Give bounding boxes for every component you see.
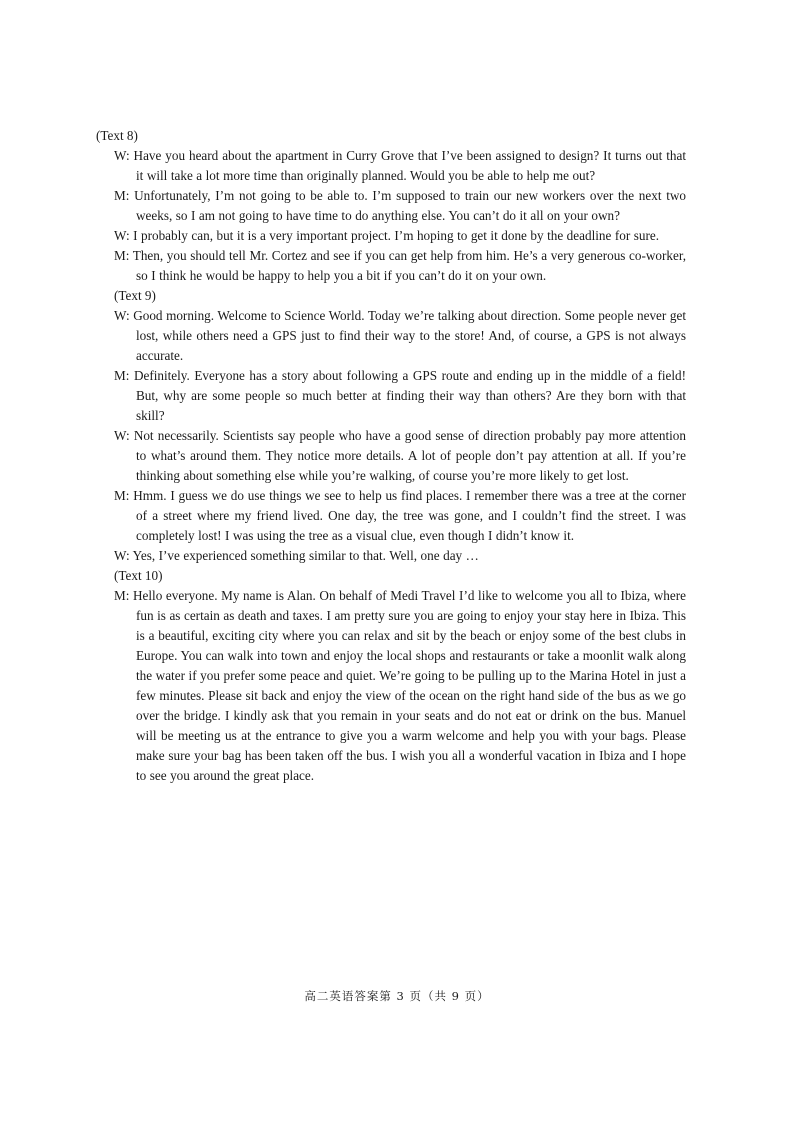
- turn-text: Yes, I’ve experienced something similar to that. Well, one day …: [132, 548, 479, 563]
- turn-text: Hello everyone. My name is Alan. On behalf of Medi Travel I’d like to welcome you all to Ibiza, where fun is as certain as death and taxes. I am pretty sure you are going to enjoy your stay here in Ibiza. This is a beautiful, exciting city where you can relax and sit by the beach or enjoy some of the best clubs in Europe. You can walk into town and enjoy the local shops and restaurants or take a moonlit walk along the water if you prefer some peace and quiet. We’re going to be pulling up to the Marina Hotel in just a few minutes. Please sit back and enjoy the view of the ocean on the right hand side of the bus as we go over the bridge. I kindly ask that you remain in your seats and do not eat or drink on the bus. Manuel will be meeting us at the entrance to give you a warm welcome and help you with your bags. Please make sure your bag has been taken off the bus. I wish you all a wonderful vacation in Ibiza and I hope to see you around the great place.: [133, 588, 686, 783]
- speaker-label: M:: [114, 188, 130, 203]
- turn-text: Not necessarily. Scientists say people who have a good sense of direction probably pay more attention to what’s around them. They notice more details. A lot of people don’t pay attention at all. If you’re thinking about something else while you’re walking, of course you’re more likely to get lost.: [133, 428, 686, 483]
- speaker-label: W:: [114, 148, 130, 163]
- turn-text: Definitely. Everyone has a story about following a GPS route and ending up in the middle of a field! But, why are some people so much better at finding their way than others? Are they born with that skill?: [133, 368, 687, 423]
- speaker-label: W:: [114, 428, 130, 443]
- dialogue-turn: [114, 426, 686, 486]
- speaker-label: W:: [114, 308, 130, 323]
- dialogue-turn: [114, 586, 686, 786]
- section-heading-text-10: (Text 10): [114, 568, 163, 583]
- dialogue-turn: [114, 146, 686, 186]
- dialogue-turn: [114, 546, 686, 566]
- turn-text: Unfortunately, I’m not going to be able to. I’m supposed to train our new workers over the next two weeks, so I am not going to have time to do anything else. You can’t do it all on your own?: [134, 188, 687, 223]
- turn-text: Hmm. I guess we do use things we see to help us find places. I remember there was a tree at the corner of a street where my friend lived. One day, the tree was gone, and I couldn’t find the street. I was completely lost! I was using the tree as a visual clue, even though I didn’t know it.: [133, 488, 686, 543]
- speaker-label: M:: [114, 248, 130, 263]
- dialogue-turn: [114, 186, 686, 226]
- turn-text: Good morning. Welcome to Science World. Today we’re talking about direction. Some people never get lost, while others need a GPS just to find their way to the store! And, of course, a GPS is not always accurate.: [133, 308, 686, 363]
- speaker-label: M:: [114, 488, 130, 503]
- speaker-label: M:: [114, 588, 130, 603]
- page-footer: 高二英语答案第 3 页（共 9 页）: [304, 989, 490, 1003]
- section-heading-text-9: (Text 9): [114, 288, 156, 303]
- dialogue-turn: [114, 306, 686, 366]
- speaker-label: M:: [114, 368, 130, 383]
- dialogue-turn: [114, 246, 686, 286]
- transcript-body: [96, 126, 686, 786]
- section-heading-text-8: (Text 8): [96, 128, 138, 143]
- speaker-label: W:: [114, 548, 130, 563]
- dialogue-turn: [114, 366, 686, 426]
- dialogue-turn: [114, 486, 686, 546]
- turn-text: Then, you should tell Mr. Cortez and see if you can get help from him. He’s a very generous co-worker, so I think he would be happy to help you a bit if you can’t do it on your own.: [132, 248, 686, 283]
- dialogue-turn: [114, 226, 686, 246]
- turn-text: Have you heard about the apartment in Curry Grove that I’ve been assigned to design? It turns out that it will take a lot more time than originally planned. Would you be able to help me out?: [133, 148, 686, 183]
- turn-text: I probably can, but it is a very important project. I’m hoping to get it done by the deadline for sure.: [133, 228, 659, 243]
- speaker-label: W:: [114, 228, 130, 243]
